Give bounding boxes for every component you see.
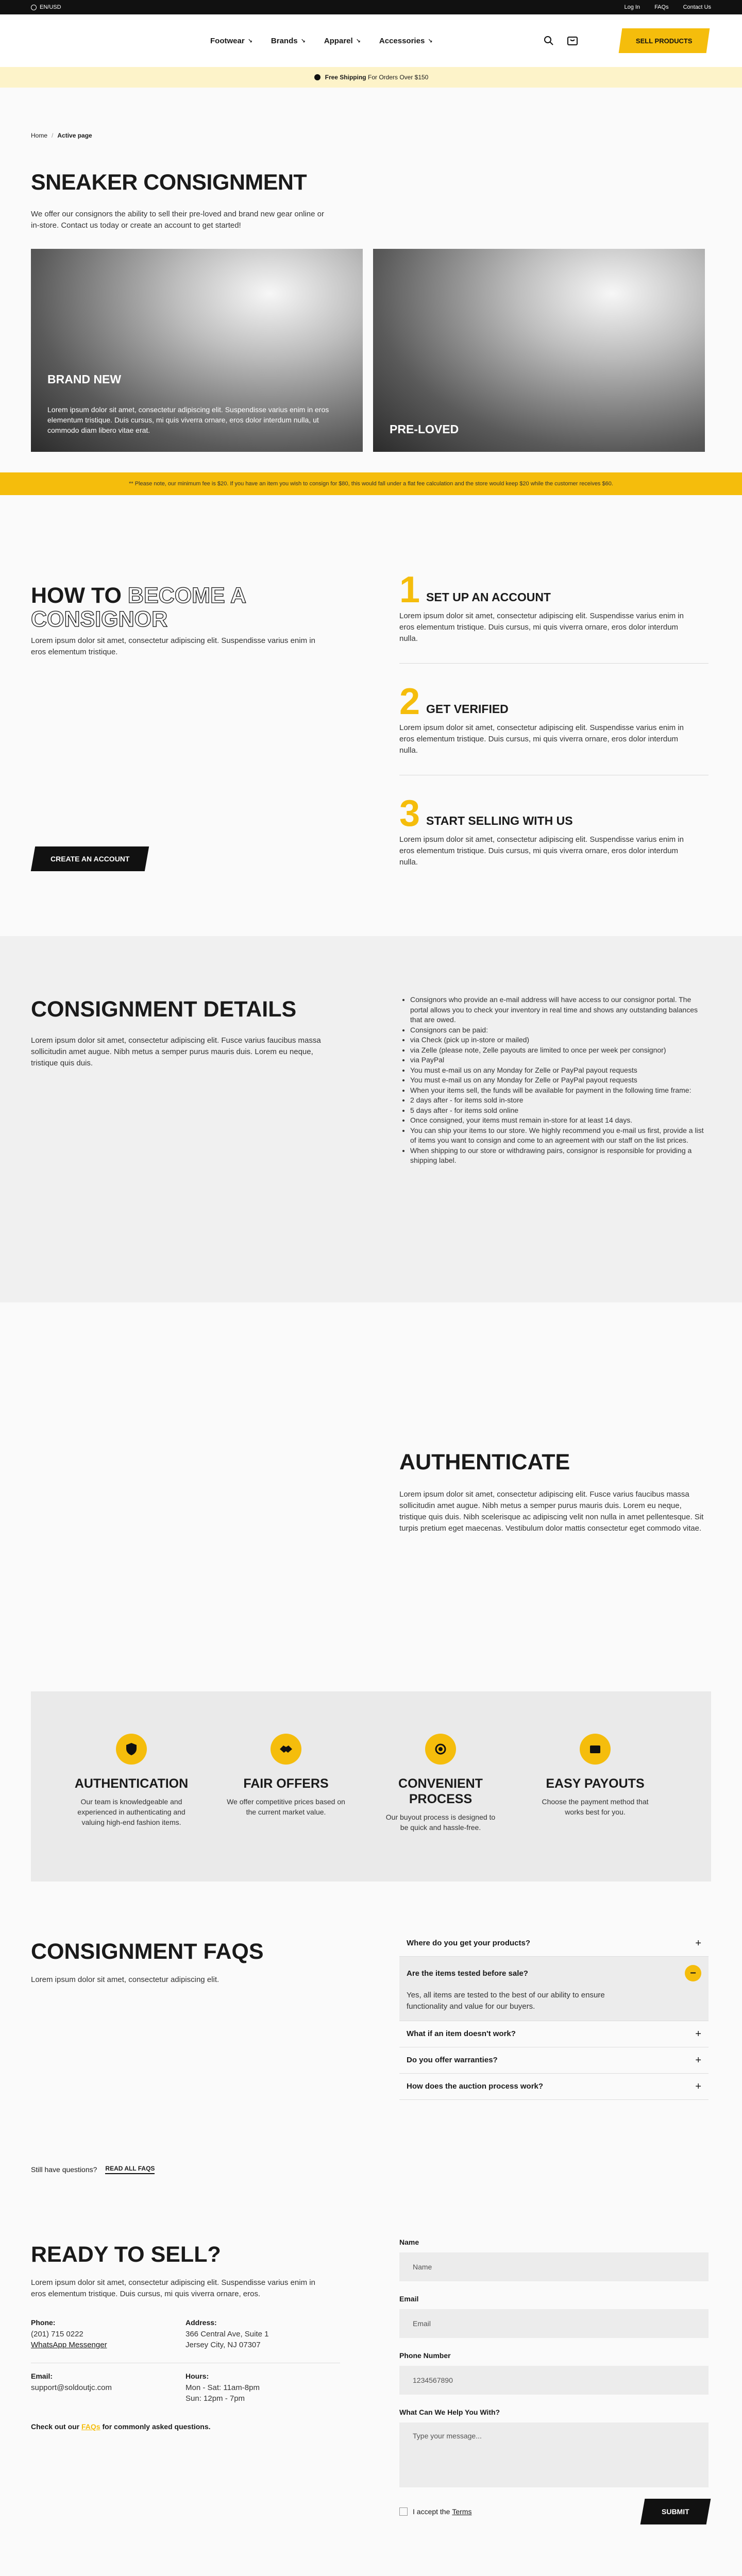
top-link-login[interactable]: Log In — [624, 4, 640, 10]
how-to-intro: Lorem ipsum dolor sit amet, consectetur adipiscing elit. Suspendisse varius enim in eros elementum tristique. — [31, 636, 315, 656]
authenticate-section — [0, 1302, 742, 1691]
create-account-label: CREATE AN ACCOUNT — [50, 855, 130, 863]
phone-label: Phone Number — [399, 2351, 451, 2360]
email-label: Email — [399, 2295, 419, 2303]
faq-section — [0, 1882, 742, 2216]
feature-title: FAIR OFFERS — [243, 1776, 329, 1791]
steps-list — [399, 569, 709, 909]
faq-question: What if an item doesn't work? — [407, 2029, 516, 2038]
email-field[interactable]: Email — [399, 2309, 709, 2338]
faq-list — [399, 1930, 709, 2100]
shipping-bold: Free Shipping — [325, 74, 366, 81]
feature-description: We offer competitive prices based on the current market value. — [227, 1798, 345, 1816]
arrow-diagonal-icon: ↘ — [356, 38, 361, 44]
page-title: SNEAKER CONSIGNMENT — [31, 170, 307, 195]
submit-label: SUBMIT — [662, 2507, 689, 2516]
phone-label: Phone: — [31, 2318, 56, 2327]
details-list-item: • via PayPal — [410, 1055, 705, 1065]
authenticate-description: Lorem ipsum dolor sit amet, consectetur adipiscing elit. Fusce varius faucibus massa sollicitudin amet augue. Nibh metus a semper purus mauris duis. Lorem eu neque, tristique quis duis. Nibh scelerisque ac adipiscing velit non nulla in amet pellentesque. Sit turpis pretium eget maecenas. Vestibulum dolor mattis consectetur eget commodo vitae. — [399, 1490, 704, 1533]
shipping-text: For Orders Over $150 — [367, 74, 429, 81]
nav-accessories[interactable] — [379, 37, 433, 45]
feature-fair-offers — [216, 1734, 356, 1882]
submit-button[interactable] — [640, 2499, 711, 2524]
contact-info — [31, 2318, 340, 2404]
top-bar — [0, 0, 742, 14]
faq-item[interactable] — [399, 1930, 709, 1957]
nav-apparel[interactable] — [324, 37, 361, 45]
faq-question: Do you offer warranties? — [407, 2056, 498, 2064]
how-to-title-outline-2: CONSIGNOR — [31, 607, 168, 632]
nav-footwear-label: Footwear — [210, 36, 245, 45]
shield-icon — [116, 1734, 147, 1765]
step-item — [399, 793, 709, 887]
faq-question: How does the auction process work? — [407, 2082, 544, 2091]
details-list-item: • When your items sell, the funds will be available for payment in the following time frame: — [410, 1086, 705, 1096]
arrow-diagonal-icon: ↘ — [247, 38, 252, 44]
accept-terms — [399, 2507, 472, 2516]
nav-apparel-label: Apparel — [324, 36, 353, 45]
main-nav — [210, 14, 433, 67]
address-line-2: Jersey City, NJ 07307 — [185, 2341, 261, 2349]
wallet-icon — [580, 1734, 611, 1765]
still-questions — [31, 2165, 155, 2174]
consignment-details-section — [0, 936, 742, 1302]
check-faqs-pre: Check out our — [31, 2422, 80, 2431]
feature-description: Our buyout process is designed to be quick and hassle-free. — [385, 1813, 496, 1832]
faqs-link[interactable]: FAQs — [81, 2422, 100, 2431]
faq-item[interactable] — [399, 2021, 709, 2047]
accept-terms-text: I accept the — [413, 2507, 450, 2516]
details-list-item: • You must e-mail us on any Monday for Zelle or PayPal payout requests — [410, 1075, 705, 1086]
globe-icon — [314, 74, 321, 81]
step-description: Lorem ipsum dolor sit amet, consectetur adipiscing elit. Suspendisse varius enim in eros elementum tristique. Duis cursus, mi quis viverra ornare, eros dolor interdum nulla. — [399, 612, 684, 643]
language-label: EN/USD — [40, 4, 61, 10]
feature-title: EASY PAYOUTS — [546, 1776, 645, 1791]
details-list-item: • via Zelle (please note, Zelle payouts are limited to once per week per consignor) — [410, 1045, 705, 1056]
details-list-item: • You can ship your items to our store. We highly recommend you e-mail us first, provide a list of items you want to consign and come to an agreement with our staff on the list prices. — [410, 1126, 705, 1146]
brand-new-description: Lorem ipsum dolor sit amet, consectetur adipiscing elit. Suspendisse varius enim in eros elementum tristique. Duis cursus, mi quis viverra ornare, eros dolor interdum nulla, ut commodo diam libero vitae erat. — [47, 405, 329, 434]
message-field[interactable]: Type your message... — [399, 2422, 709, 2487]
search-button[interactable] — [542, 34, 555, 47]
faq-item[interactable] — [399, 2047, 709, 2074]
step-number: 3 — [399, 793, 420, 834]
step-number: 2 — [399, 681, 420, 722]
address-label: Address: — [185, 2318, 217, 2327]
search-icon — [544, 36, 554, 46]
features-panel — [31, 1691, 711, 1882]
arrow-diagonal-icon: ↘ — [300, 38, 306, 44]
how-to-title-solid: HOW TO — [31, 583, 122, 608]
logo[interactable] — [31, 30, 78, 51]
feature-authentication — [62, 1734, 201, 1882]
read-all-faqs-link[interactable]: READ ALL FAQS — [105, 2165, 155, 2174]
details-intro: Lorem ipsum dolor sit amet, consectetur adipiscing elit. Fusce varius faucibus massa sollicitudin amet augue. Nibh metus a semper purus mauris duis. Lorem eu neque, tristique quis duis. — [31, 1036, 321, 1067]
pre-loved-card[interactable] — [373, 249, 705, 452]
step-title: START SELLING WITH US — [426, 814, 573, 827]
feature-description: Choose the payment method that works best for you. — [542, 1798, 649, 1816]
step-item — [399, 569, 709, 664]
plus-icon: + — [695, 1938, 701, 1949]
ready-intro: Lorem ipsum dolor sit amet, consectetur adipiscing elit. Suspendisse varius enim in eros elementum tristique. Duis cursus, mi quis viverra ornare, eros. — [31, 2278, 315, 2298]
details-list-item: • When shipping to our store or withdrawing pairs, consignor is responsible for providing a shipping label. — [410, 1146, 705, 1166]
phone-field[interactable]: 1234567890 — [399, 2366, 709, 2395]
details-list-item: • 5 days after - for items sold online — [410, 1106, 705, 1116]
terms-checkbox[interactable] — [399, 2507, 408, 2516]
nav-brands-label: Brands — [271, 36, 298, 45]
site-header — [0, 14, 742, 67]
feature-easy-payouts — [526, 1734, 665, 1882]
breadcrumb-separator: / — [52, 132, 54, 139]
details-list-item: • via Check (pick up in-store or mailed) — [410, 1035, 705, 1045]
faq-item[interactable] — [399, 2074, 709, 2100]
step-item — [399, 681, 709, 775]
step-description: Lorem ipsum dolor sit amet, consectetur adipiscing elit. Suspendisse varius enim in eros elementum tristique. Duis cursus, mi quis viverra ornare, eros dolor interdum nulla. — [399, 723, 684, 755]
sell-products-label: SELL PRODUCTS — [636, 37, 693, 45]
faq-title: CONSIGNMENT FAQS — [31, 1939, 264, 1964]
create-account-button[interactable] — [31, 846, 149, 871]
process-icon — [425, 1734, 456, 1765]
free-shipping-banner — [0, 67, 742, 88]
breadcrumb-home[interactable]: Home — [31, 132, 48, 139]
faq-question: Where do you get your products? — [407, 1939, 531, 1947]
brand-new-card[interactable] — [31, 249, 363, 452]
minus-icon: − — [685, 1965, 701, 1981]
how-to-title — [31, 584, 299, 631]
step-title: SET UP AN ACCOUNT — [426, 590, 551, 604]
whatsapp-link[interactable]: WhatsApp Messenger — [31, 2341, 107, 2349]
email-label: Email: — [31, 2372, 53, 2380]
cart-icon — [567, 36, 578, 46]
plus-icon: + — [695, 2055, 701, 2066]
sell-products-button[interactable] — [619, 28, 710, 53]
plus-icon: + — [695, 2081, 701, 2092]
email-value[interactable]: support@soldoutjc.com — [31, 2383, 112, 2392]
hero-description: We offer our consignors the ability to sell their pre-loved and brand new gear online or in-store. Contact us today or create an account to get started! — [31, 210, 324, 230]
step-description: Lorem ipsum dolor sit amet, consectetur adipiscing elit. Suspendisse varius enim in eros elementum tristique. Duis cursus, mi quis viverra ornare, eros dolor interdum nulla. — [399, 835, 684, 867]
breadcrumb — [0, 88, 742, 139]
terms-link[interactable]: Terms — [452, 2507, 472, 2516]
details-list-item: • You must e-mail us on any Monday for Zelle or PayPal payout requests — [410, 1065, 705, 1076]
top-link-contact[interactable]: Contact Us — [683, 4, 711, 10]
minimum-fee-notice: ** Please note, our minimum fee is $20. If you have an item you wish to consign for $80, this would fall under a flat fee calculation and the store would keep $20 while the customer receives $60. — [0, 472, 742, 495]
address-line-1: 366 Central Ave, Suite 1 — [185, 2330, 269, 2338]
step-title: GET VERIFIED — [426, 702, 509, 716]
how-to-title-outline-1: BECOME A — [127, 583, 247, 608]
pre-loved-title: PRE-LOVED — [390, 422, 459, 436]
brand-new-title: BRAND NEW — [47, 372, 122, 386]
hours-line-2: Sun: 12pm - 7pm — [185, 2394, 245, 2403]
nav-brands[interactable] — [271, 37, 306, 45]
globe-icon — [31, 5, 37, 10]
phone-value[interactable]: (201) 715 0222 — [31, 2330, 83, 2338]
authenticate-title: AUTHENTICATE — [399, 1450, 570, 1475]
arrow-diagonal-icon: ↘ — [428, 38, 433, 44]
feature-title: CONVENIENT PROCESS — [398, 1776, 483, 1806]
faq-item-open[interactable] — [399, 1957, 709, 2021]
details-list — [401, 995, 705, 1166]
hours-line-1: Mon - Sat: 11am-8pm — [185, 2383, 260, 2392]
details-list-item: • 2 days after - for items sold in-store — [410, 1095, 705, 1106]
breadcrumb-active: Active page — [57, 132, 92, 139]
nav-footwear[interactable] — [210, 37, 252, 45]
how-to-section — [0, 495, 742, 936]
ready-to-sell-section — [0, 2216, 742, 2576]
handshake-icon — [271, 1734, 301, 1765]
language-selector[interactable] — [31, 4, 61, 10]
feature-description: Our team is knowledgeable and experienced in authenticating and valuing high-end fashion items. — [77, 1798, 185, 1826]
hours-label: Hours: — [185, 2372, 209, 2380]
nav-accessories-label: Accessories — [379, 36, 425, 45]
ready-title: READY TO SELL? — [31, 2242, 221, 2267]
name-field[interactable]: Name — [399, 2252, 709, 2281]
contact-form — [399, 2238, 709, 2524]
faq-answer: Yes, all items are tested to the best of our ability to ensure functionality and value for our buyers. — [407, 1991, 605, 2011]
details-list-item: • Once consigned, your items must remain in-store for at least 14 days. — [410, 1115, 705, 1126]
feature-convenient-process — [371, 1734, 510, 1882]
check-faqs-post: for commonly asked questions. — [102, 2422, 211, 2431]
message-label: What Can We Help You With? — [399, 2408, 500, 2416]
plus-icon: + — [695, 2028, 701, 2040]
details-title: CONSIGNMENT DETAILS — [31, 997, 297, 1022]
top-link-faqs[interactable]: FAQs — [654, 4, 669, 10]
still-questions-text: Still have questions? — [31, 2165, 97, 2174]
name-label: Name — [399, 2238, 419, 2246]
faq-question: Are the items tested before sale? — [407, 1969, 528, 1978]
feature-title: AUTHENTICATION — [74, 1776, 189, 1791]
details-list-item: • Consignors who provide an e-mail address will have access to our consignor portal. The portal allows you to check your inventory in real time and shows any outstanding balances that are owed. — [410, 995, 705, 1025]
check-faqs-text — [31, 2422, 211, 2431]
details-list-item: • Consignors can be paid: — [410, 1025, 705, 1036]
cart-button[interactable] — [566, 34, 579, 47]
faq-intro: Lorem ipsum dolor sit amet, consectetur adipiscing elit. — [31, 1975, 220, 1984]
step-number: 1 — [399, 569, 420, 611]
